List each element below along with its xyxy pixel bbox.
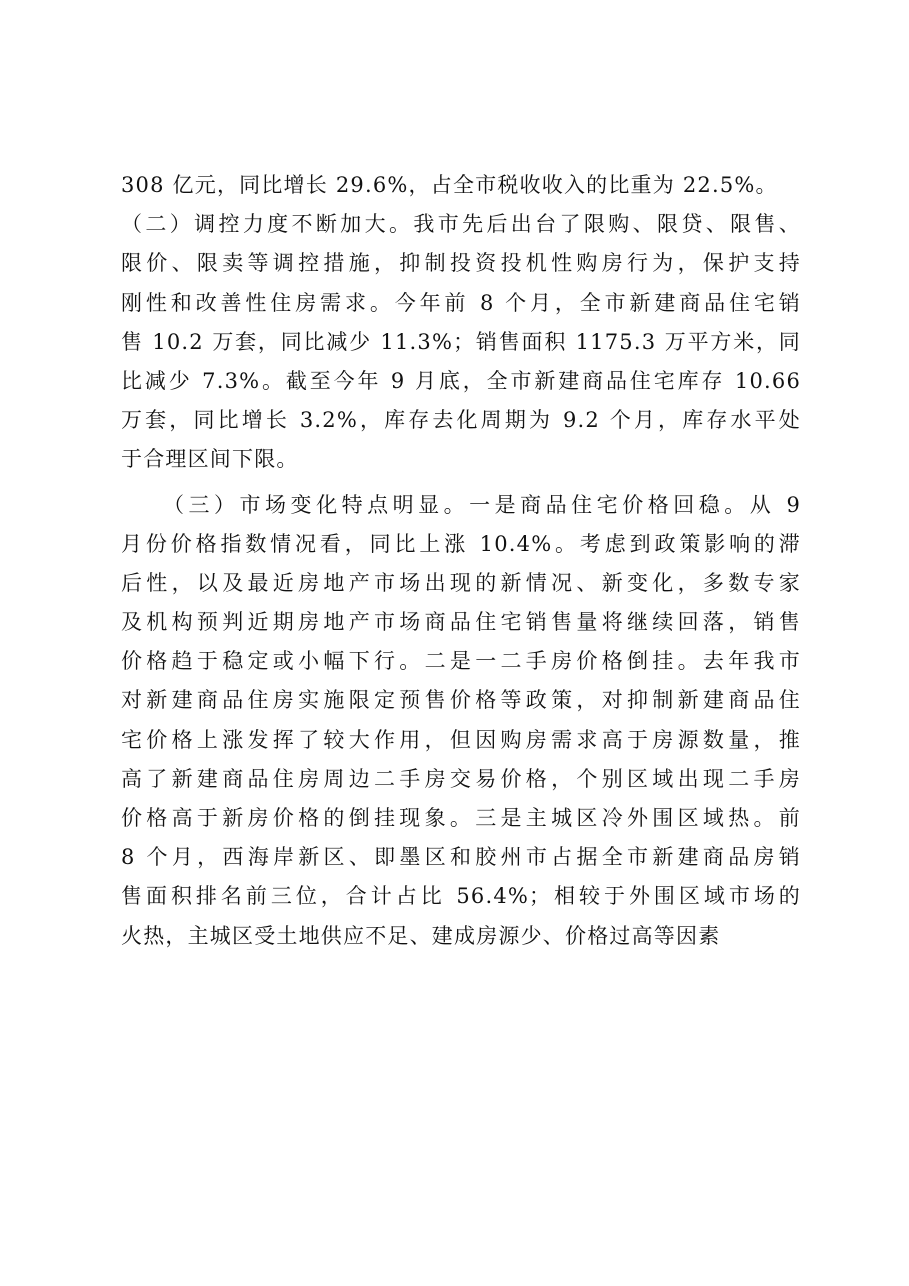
text-line: 售 10.2 万套，同比减少 11.3%；销售面积 1175.3 万平方米，同: [121, 329, 801, 354]
text-line: 火热，主城区受土地供应不足、建成房源少、价格过高等因素: [121, 923, 721, 948]
text-line: 后性，以及最近房地产市场出现的新情况、新变化，多数专家: [121, 570, 801, 595]
text-line: （三）市场变化特点明显。一是商品住宅价格回稳。从 9: [163, 492, 801, 517]
text-line: 及机构预判近期房地产市场商品住宅销售量将继续回落，销售: [121, 610, 801, 635]
text-line: 308 亿元，同比增长 29.6%，占全市税收收入的比重为 22.5%。: [121, 173, 778, 197]
text-line: 高了新建商品住房周边二手房交易价格，个别区域出现二手房: [121, 766, 801, 791]
text-line: 售面积排名前三位，合计占比 56.4%；相较于外围区域市场的: [121, 884, 801, 909]
text-line: （二）调控力度不断加大。我市先后出台了限购、限贷、限售、: [121, 212, 801, 237]
text-line: 宅价格上涨发挥了较大作用，但因购房需求高于房源数量，推: [121, 727, 801, 752]
text-line: 价格趋于稳定或小幅下行。二是一二手房价格倒挂。去年我市: [121, 649, 801, 674]
paragraph-regulation: [121, 205, 801, 479]
text-line: 对新建商品住房实施限定预售价格等政策，对抑制新建商品住: [121, 688, 801, 713]
text-line: 于合理区间下限。: [121, 447, 299, 472]
text-line: 价格高于新房价格的倒挂现象。三是主城区冷外围区域热。前: [121, 806, 801, 830]
text-line: 8 个月，西海岸新区、即墨区和胶州市占据全市新建商品房销: [121, 845, 801, 870]
paragraph-tax-revenue: [121, 166, 801, 205]
text-line: 限价、限卖等调控措施，抑制投资投机性购房行为，保护支持: [121, 251, 801, 276]
text-line: 比减少 7.3%。截至今年 9 月底，全市新建商品住宅库存 10.66: [121, 368, 801, 393]
text-line: 万套，同比增长 3.2%，库存去化周期为 9.2 个月，库存水平处: [121, 408, 801, 433]
text-line: 刚性和改善性住房需求。今年前 8 个月，全市新建商品住宅销: [121, 290, 801, 315]
document-body: [121, 166, 801, 956]
paragraph-market-changes: [121, 486, 801, 956]
text-line: 月份价格指数情况看，同比上涨 10.4%。考虑到政策影响的滞: [121, 531, 801, 556]
